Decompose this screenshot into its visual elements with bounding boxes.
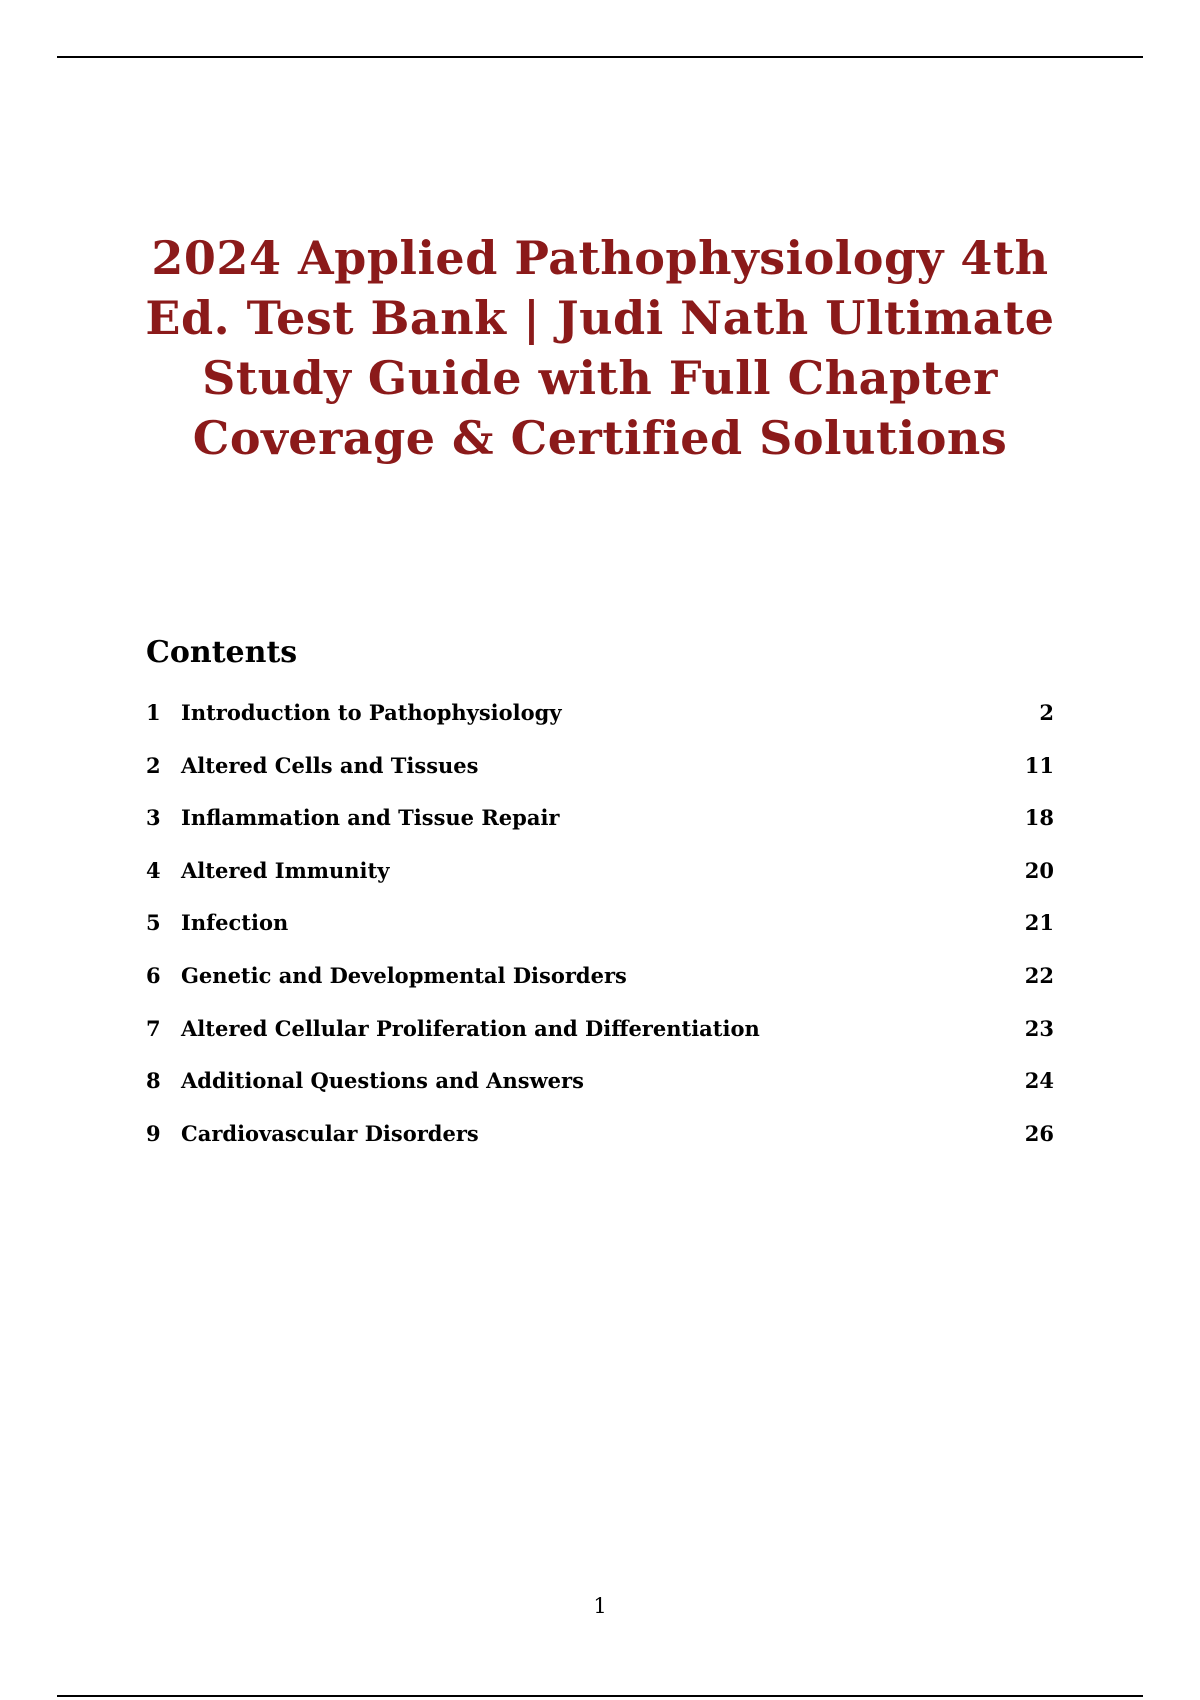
- toc-entry[interactable]: [146, 1012, 1054, 1065]
- toc-entry-title: Genetic and Developmental Disorders: [181, 962, 627, 988]
- toc-entry-page: 21: [1024, 910, 1054, 936]
- toc-entry-title: Infection: [181, 910, 289, 936]
- page-number: 1: [593, 1594, 607, 1618]
- toc-entry[interactable]: [146, 1064, 1054, 1117]
- toc-entry[interactable]: [146, 906, 1054, 959]
- toc-entry-title: Inflammation and Tissue Repair: [181, 805, 560, 831]
- toc-entry-number: 7: [146, 1015, 161, 1041]
- top-rule: [57, 56, 1143, 58]
- toc-entry-page: 11: [1024, 752, 1054, 778]
- toc-entry[interactable]: [146, 801, 1054, 854]
- toc-entry-number: 4: [146, 857, 161, 883]
- toc-entry-title: Altered Cells and Tissues: [181, 752, 479, 778]
- toc-entry[interactable]: [146, 749, 1054, 802]
- toc-entry-page: 24: [1024, 1068, 1054, 1094]
- toc-entry-number: 8: [146, 1068, 161, 1094]
- toc-entry-title: Altered Cellular Proliferation and Differentiation: [181, 1015, 760, 1041]
- toc-entry-number: 2: [146, 752, 161, 778]
- document-title: 2024 Applied Pathophysiology 4th Ed. Test Bank | Judi Nath Ultimate Study Guide with Full Chapter Coverage & Certified Solutions: [145, 231, 1055, 465]
- toc-entry-title: Introduction to Pathophysiology: [181, 700, 562, 725]
- toc-entry-page: 20: [1024, 857, 1054, 883]
- bottom-rule: [57, 1695, 1143, 1697]
- toc-entry[interactable]: [146, 854, 1054, 907]
- toc-entry-number: 6: [146, 962, 161, 988]
- toc-entry-page: 18: [1024, 805, 1054, 831]
- table-of-contents: [146, 696, 1054, 1169]
- toc-entry-number: 5: [146, 910, 161, 936]
- toc-entry-number: 9: [146, 1120, 161, 1146]
- toc-entry-title: Additional Questions and Answers: [181, 1068, 584, 1094]
- toc-entry-title: Cardiovascular Disorders: [181, 1120, 479, 1146]
- toc-entry-page: 23: [1024, 1015, 1054, 1041]
- toc-entry-page: 2: [1039, 700, 1054, 725]
- toc-entry-number: 3: [146, 805, 161, 831]
- toc-entry-number: 1: [146, 700, 161, 725]
- toc-entry[interactable]: [146, 959, 1054, 1012]
- toc-entry-title: Altered Immunity: [181, 857, 390, 883]
- toc-entry[interactable]: [146, 696, 1054, 749]
- contents-heading: Contents: [146, 635, 298, 670]
- toc-entry-page: 22: [1024, 962, 1054, 988]
- toc-entry[interactable]: [146, 1117, 1054, 1170]
- toc-entry-page: 26: [1024, 1120, 1054, 1146]
